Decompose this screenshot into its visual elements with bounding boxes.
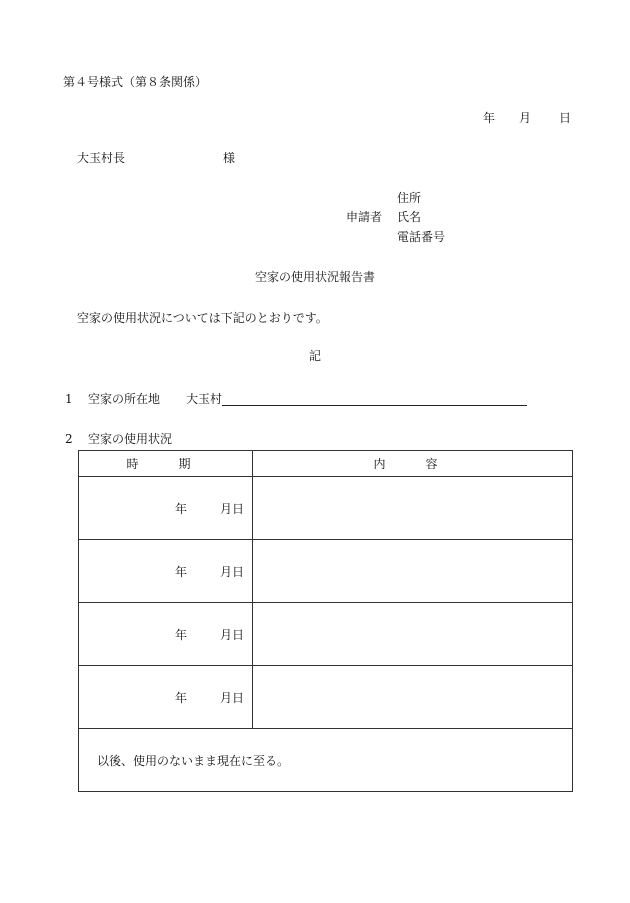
addressee-honorific: 様: [223, 151, 236, 165]
header-content: 内 容: [253, 451, 573, 477]
location-blank-line: [222, 405, 527, 406]
form-number: 第４号様式（第８条関係）: [63, 75, 208, 89]
period-cell: 年 月日: [79, 666, 253, 729]
applicant-address-label: 住所: [397, 191, 422, 205]
addressee-name: 大玉村長: [77, 151, 126, 165]
ki-heading: 記: [308, 349, 321, 363]
applicant-role: 申請者: [346, 210, 383, 224]
item2-number: 2: [65, 432, 73, 446]
item2: [65, 432, 172, 446]
footer-note: 以後、使用のないまま現在に至る。: [79, 729, 573, 792]
content-cell[interactable]: [253, 540, 573, 603]
content-cell[interactable]: [253, 603, 573, 666]
date-day-label: 日: [559, 111, 572, 125]
table-row: [79, 540, 573, 603]
table-row: [79, 666, 573, 729]
table-header-row: [79, 451, 573, 477]
applicant-name-label: 氏名: [397, 210, 422, 224]
addressee: [77, 151, 235, 165]
item2-label: 空家の使用状況: [88, 432, 173, 446]
date-line: [483, 111, 571, 125]
item1-village: 大玉村: [186, 392, 223, 406]
applicant-phone-label: 電話番号: [397, 230, 446, 244]
table-row: [79, 603, 573, 666]
document-title: 空家の使用状況報告書: [254, 270, 375, 284]
item1: [65, 392, 222, 406]
content-cell[interactable]: [253, 666, 573, 729]
period-cell: 年 月日: [79, 603, 253, 666]
table-row: [79, 477, 573, 540]
usage-table: [78, 450, 573, 792]
date-year-label: 年: [483, 111, 496, 125]
table-footer-row: [79, 729, 573, 792]
header-period: 時 期: [79, 451, 253, 477]
item1-number: 1: [65, 392, 73, 406]
content-cell[interactable]: [253, 477, 573, 540]
item1-label: 空家の所在地: [88, 392, 161, 406]
intro-text: 空家の使用状況については下記のとおりです。: [77, 311, 328, 325]
date-month-label: 月: [519, 111, 532, 125]
period-cell: 年 月日: [79, 540, 253, 603]
period-cell: 年 月日: [79, 477, 253, 540]
